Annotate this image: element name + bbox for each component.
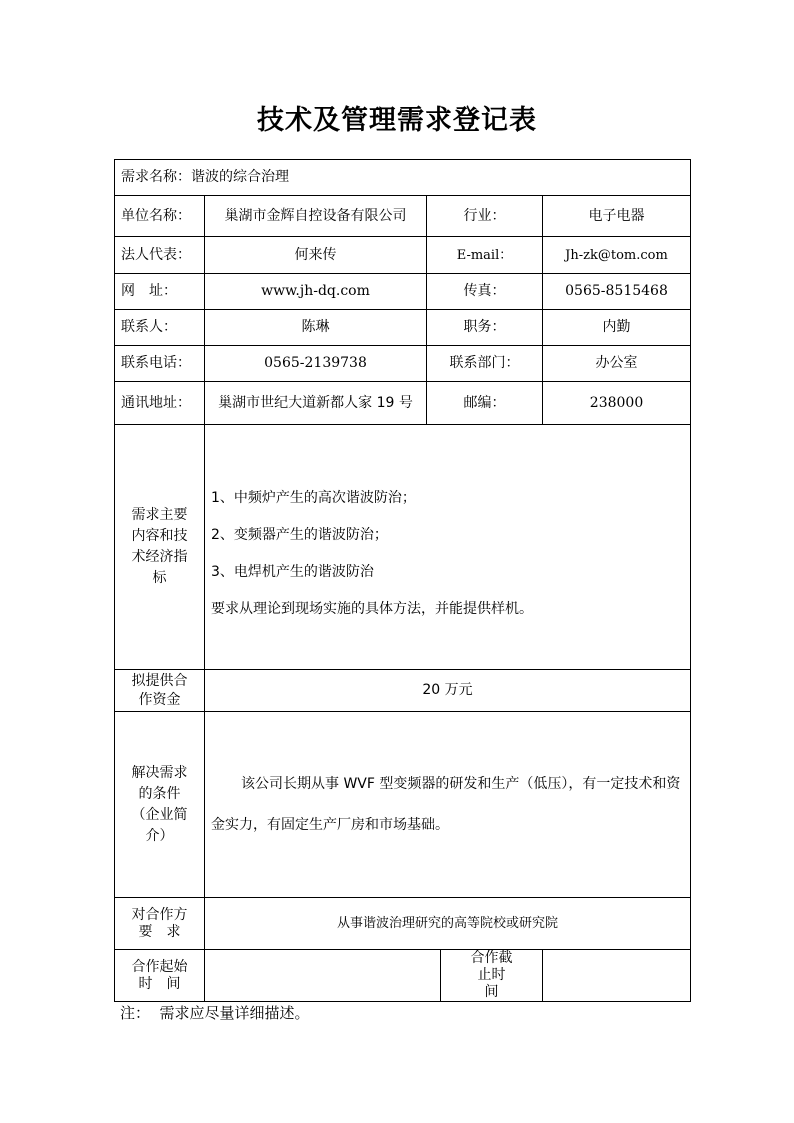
contact-value: 陈琳 (205, 310, 427, 346)
fax-label: 传真： (427, 274, 543, 310)
start-time-value (205, 950, 441, 1002)
registration-form-table (114, 159, 691, 1002)
department-value: 办公室 (543, 346, 691, 382)
position-label: 职务： (427, 310, 543, 346)
need-name-label: 需求名称： (121, 169, 191, 185)
phone-label: 联系电话： (115, 346, 205, 382)
page-title: 技术及管理需求登记表 (257, 105, 537, 136)
postcode-label: 邮编： (427, 382, 543, 425)
email-value: Jh-zk@tom.com (543, 237, 691, 274)
footnote: 注： 需求应尽量详细描述。 (120, 1004, 310, 1022)
requirements-label: 需求主要内容和技术经济指标 (115, 425, 205, 670)
address-row (115, 382, 691, 425)
partner-req-row (115, 898, 691, 950)
requirement-line: 1、中频炉产生的高次谐波防治； (211, 490, 416, 506)
need-name-value: 谐波的综合治理 (191, 169, 289, 185)
end-time-label: 合作截止时 间 (441, 950, 543, 1002)
company-value: 巢湖市金辉自控设备有限公司 (205, 196, 427, 237)
address-value: 巢湖市世纪大道新都人家 19 号 (205, 382, 427, 425)
requirements-row (115, 425, 691, 670)
phone-value: 0565-2139738 (205, 346, 427, 382)
start-time-label: 合作起始时 间 (115, 950, 205, 1002)
funding-row (115, 670, 691, 712)
company-row (115, 196, 691, 237)
time-row (115, 950, 691, 1002)
partner-req-label: 对合作方 要 求 (115, 898, 205, 950)
website-row (115, 274, 691, 310)
industry-label: 行业： (427, 196, 543, 237)
contact-label: 联系人： (115, 310, 205, 346)
legal-rep-row (115, 237, 691, 274)
conditions-text: 该公司长期从事 WVF 型变频器的研发和生产（低压），有一定技术和资金实力，有固定生产厂房和市场基础。 (205, 712, 691, 898)
partner-req-value: 从事谐波治理研究的高等院校或研究院 (205, 898, 691, 950)
funding-value: 20 万元 (205, 670, 691, 712)
phone-row (115, 346, 691, 382)
legal-rep-label: 法人代表： (115, 237, 205, 274)
funding-label: 拟提供合作资金 (115, 670, 205, 712)
address-label: 通讯地址： (115, 382, 205, 425)
company-label: 单位名称： (115, 196, 205, 237)
fax-value: 0565-8515468 (543, 274, 691, 310)
need-name-row (115, 160, 691, 196)
conditions-row (115, 712, 691, 898)
website-label: 网 址： (115, 274, 205, 310)
email-label: E-mail： (427, 237, 543, 274)
industry-value: 电子电器 (543, 196, 691, 237)
conditions-label: 解决需求的条件（企业简介） (115, 712, 205, 898)
contact-row (115, 310, 691, 346)
legal-rep-value: 何来传 (205, 237, 427, 274)
department-label: 联系部门： (427, 346, 543, 382)
postcode-value: 238000 (543, 382, 691, 425)
requirement-line: 要求从理论到现场实施的具体方法，并能提供样机。 (211, 601, 533, 617)
end-time-value (543, 950, 691, 1002)
requirement-line: 3、电焊机产生的谐波防治 (211, 564, 374, 580)
website-value: www.jh-dq.com (205, 274, 427, 310)
position-value: 内勤 (543, 310, 691, 346)
requirement-line: 2、变频器产生的谐波防治； (211, 527, 388, 543)
